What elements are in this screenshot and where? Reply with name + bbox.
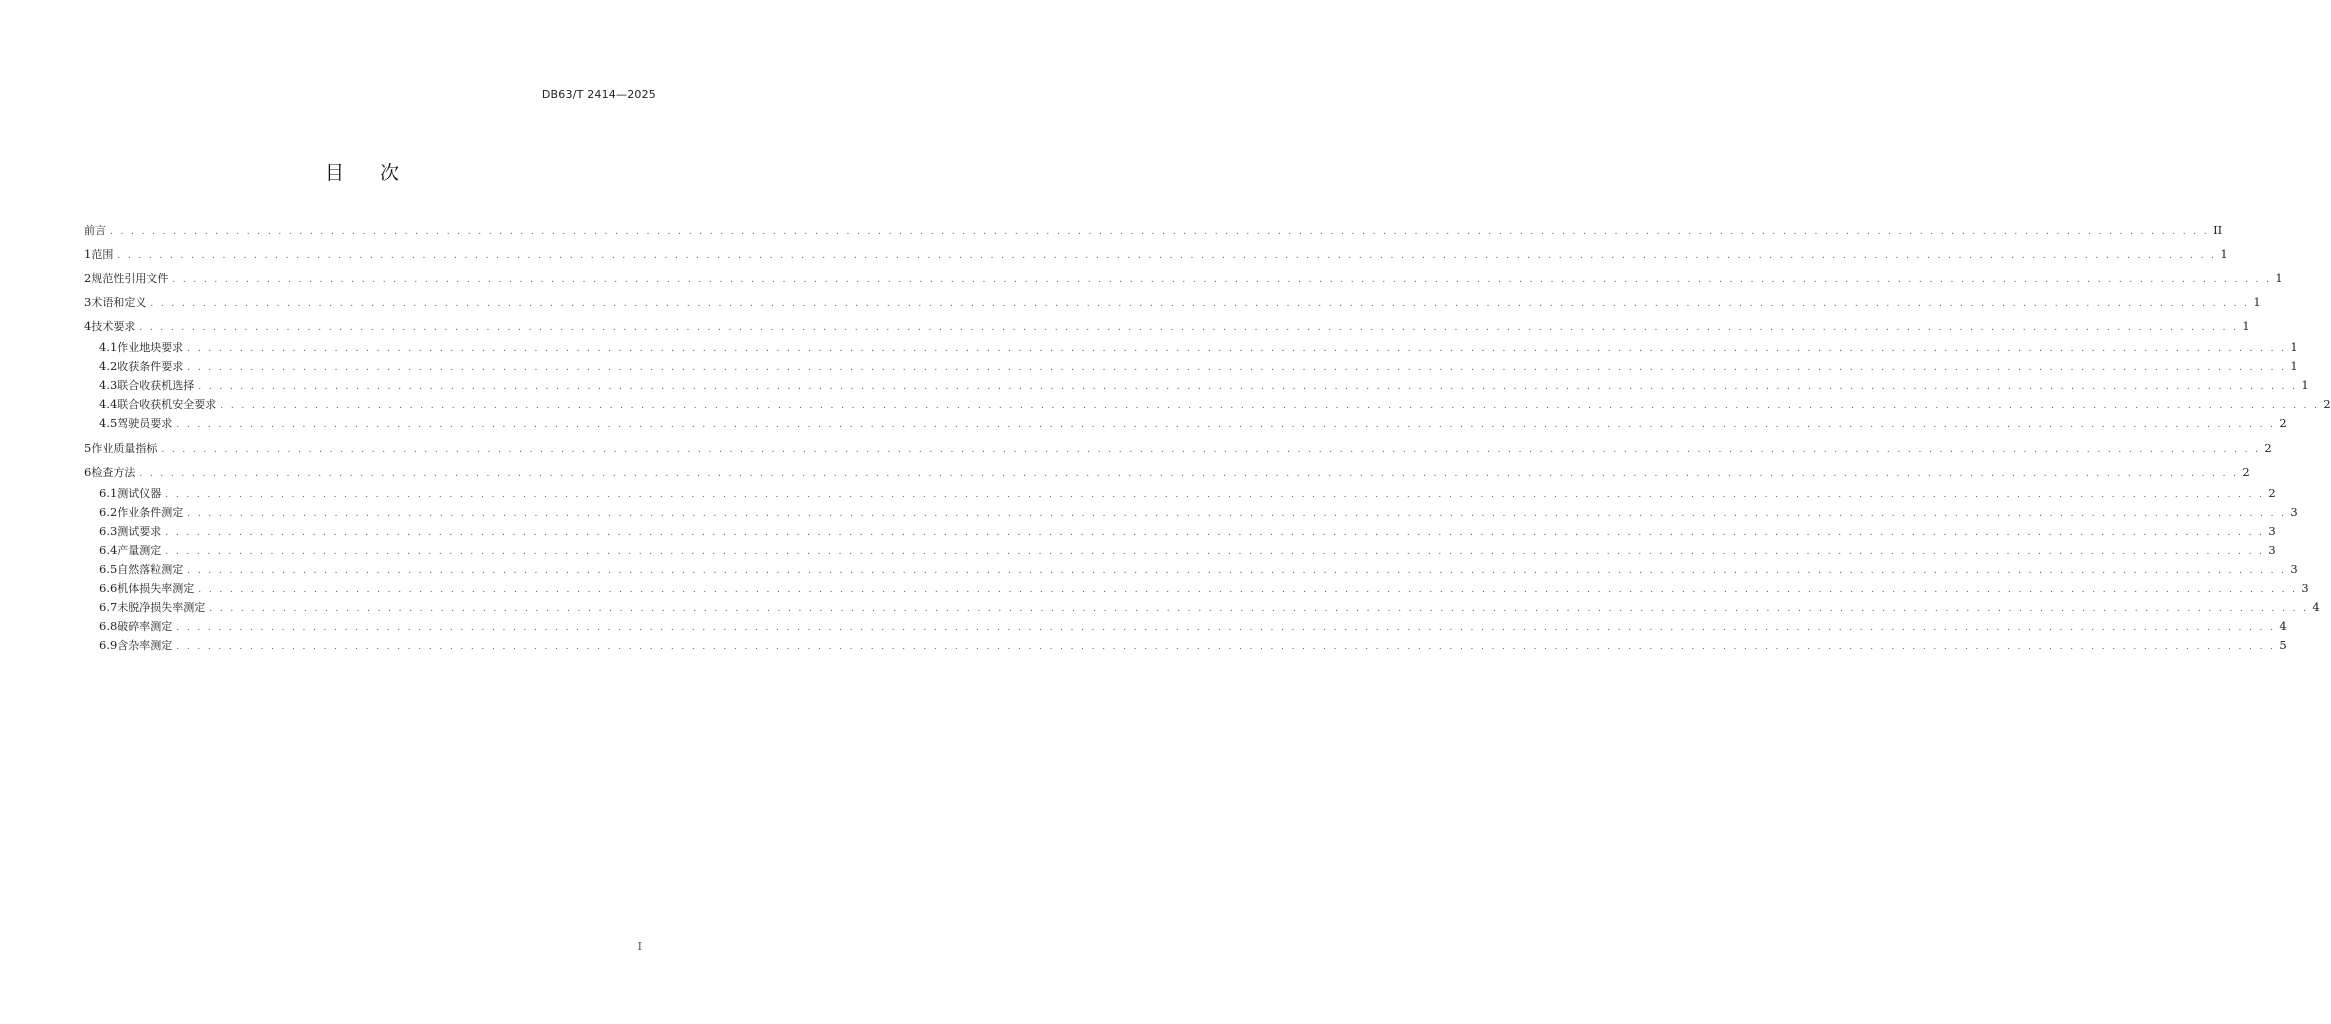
- toc-entry[interactable]: [84, 484, 2276, 503]
- toc-entry-number: 4.4: [99, 397, 118, 411]
- toc-entry-label: 作业质量指标: [91, 442, 158, 455]
- toc-entry-number: 5: [84, 441, 92, 455]
- toc-entry[interactable]: [84, 541, 2276, 560]
- page-title: [0, 158, 724, 185]
- toc-entry-page: 1: [2220, 247, 2228, 261]
- toc-entry-label: 前言: [84, 224, 106, 237]
- toc-entry-page: II: [2213, 223, 2223, 237]
- dot-leader: . . . . . . . . . . . . . . . . . . . . . . . . . . . . . . . . . . . . . . . . . . . . . . . . . . . . . . . . . . . . . . . . . . . . . . . . . . . . . . . . . . . . . . . . . . . . . . . . . . . . . . . . . . . . . . . . . . . . . . . . . . . . . . . . . . . . . . . . . . . . . . . . . . . . . . . . . . . . . . . . . . . . . . . . . . . . . . . . . . . . . . . . . . . . . . . . . . . . . . . .: [176, 623, 2276, 633]
- toc-entry-page: 2: [2279, 416, 2287, 430]
- toc-entry-page: 4: [2279, 619, 2287, 633]
- dot-leader: . . . . . . . . . . . . . . . . . . . . . . . . . . . . . . . . . . . . . . . . . . . . . . . . . . . . . . . . . . . . . . . . . . . . . . . . . . . . . . . . . . . . . . . . . . . . . . . . . . . . . . . . . . . . . . . . . . . . . . . . . . . . . . . . . . . . . . . . . . . . . . . . . . . . . . . . . . . . . . . . . . . . . . . . . . . . . . . . . . . . . . . . . . . . . . . . . . . . . . . .: [187, 566, 2287, 576]
- toc-entry-label: 测试仪器: [117, 487, 162, 500]
- dot-leader: . . . . . . . . . . . . . . . . . . . . . . . . . . . . . . . . . . . . . . . . . . . . . . . . . . . . . . . . . . . . . . . . . . . . . . . . . . . . . . . . . . . . . . . . . . . . . . . . . . . . . . . . . . . . . . . . . . . . . . . . . . . . . . . . . . . . . . . . . . . . . . . . . . . . . . . . . . . . . . . . . . . . . . . . . . . . . . . . . . . . . . . . . . . . . . . . . . . . . . . .: [198, 382, 2298, 392]
- dot-leader: . . . . . . . . . . . . . . . . . . . . . . . . . . . . . . . . . . . . . . . . . . . . . . . . . . . . . . . . . . . . . . . . . . . . . . . . . . . . . . . . . . . . . . . . . . . . . . . . . . . . . . . . . . . . . . . . . . . . . . . . . . . . . . . . . . . . . . . . . . . . . . . . . . . . . . . . . . . . . . . . . . . . . . . . . . . . . . . . . . . . . . . . . . . . . . . . . . . . . . . .: [187, 509, 2287, 519]
- dot-leader: . . . . . . . . . . . . . . . . . . . . . . . . . . . . . . . . . . . . . . . . . . . . . . . . . . . . . . . . . . . . . . . . . . . . . . . . . . . . . . . . . . . . . . . . . . . . . . . . . . . . . . . . . . . . . . . . . . . . . . . . . . . . . . . . . . . . . . . . . . . . . . . . . . . . . . . . . . . . . . . . . . . . . . . . . . . . . . . . . . . . . . . . . . . . . . . . . . . . . . . .: [187, 363, 2287, 373]
- toc-entry-number: 4.3: [99, 378, 118, 392]
- toc-entry-page: 3: [2268, 524, 2276, 538]
- toc-entry-label: 联合收获机选择: [117, 379, 195, 392]
- dot-leader: . . . . . . . . . . . . . . . . . . . . . . . . . . . . . . . . . . . . . . . . . . . . . . . . . . . . . . . . . . . . . . . . . . . . . . . . . . . . . . . . . . . . . . . . . . . . . . . . . . . . . . . . . . . . . . . . . . . . . . . . . . . . . . . . . . . . . . . . . . . . . . . . . . . . . . . . . . . . . . . . . . . . . . . . . . . . . . . . . . . . . . . . . . . . . . . . . . . . . . . .: [150, 299, 2250, 309]
- toc-entry-label: 驾驶员要求: [117, 417, 173, 430]
- toc-entry[interactable]: [84, 338, 2298, 357]
- dot-leader: . . . . . . . . . . . . . . . . . . . . . . . . . . . . . . . . . . . . . . . . . . . . . . . . . . . . . . . . . . . . . . . . . . . . . . . . . . . . . . . . . . . . . . . . . . . . . . . . . . . . . . . . . . . . . . . . . . . . . . . . . . . . . . . . . . . . . . . . . . . . . . . . . . . . . . . . . . . . . . . . . . . . . . . . . . . . . . . . . . . . . . . . . . . . . . . . . . . . . . . .: [209, 604, 2309, 614]
- title-part-2: 次: [380, 162, 400, 184]
- toc-entry-label: 作业地块要求: [117, 341, 184, 354]
- toc-entry-page: 3: [2290, 562, 2298, 576]
- toc-entry-number: 1: [84, 247, 92, 261]
- dot-leader: . . . . . . . . . . . . . . . . . . . . . . . . . . . . . . . . . . . . . . . . . . . . . . . . . . . . . . . . . . . . . . . . . . . . . . . . . . . . . . . . . . . . . . . . . . . . . . . . . . . . . . . . . . . . . . . . . . . . . . . . . . . . . . . . . . . . . . . . . . . . . . . . . . . . . . . . . . . . . . . . . . . . . . . . . . . . . . . . . . . . . . . . . . . . . . . . . . . . . . . .: [187, 344, 2287, 354]
- toc-entry[interactable]: [84, 617, 2287, 636]
- toc-entry[interactable]: [84, 218, 2223, 242]
- toc-entry[interactable]: [84, 357, 2298, 376]
- toc-entry-page: 2: [2242, 465, 2250, 479]
- dot-leader: . . . . . . . . . . . . . . . . . . . . . . . . . . . . . . . . . . . . . . . . . . . . . . . . . . . . . . . . . . . . . . . . . . . . . . . . . . . . . . . . . . . . . . . . . . . . . . . . . . . . . . . . . . . . . . . . . . . . . . . . . . . . . . . . . . . . . . . . . . . . . . . . . . . . . . . . . . . . . . . . . . . . . . . . . . . . . . . . . . . . . . . . . . . . . . . . . . . . . . . .: [165, 547, 2265, 557]
- toc-entry-label: 检查方法: [91, 466, 136, 479]
- dot-leader: . . . . . . . . . . . . . . . . . . . . . . . . . . . . . . . . . . . . . . . . . . . . . . . . . . . . . . . . . . . . . . . . . . . . . . . . . . . . . . . . . . . . . . . . . . . . . . . . . . . . . . . . . . . . . . . . . . . . . . . . . . . . . . . . . . . . . . . . . . . . . . . . . . . . . . . . . . . . . . . . . . . . . . . . . . . . . . . . . . . . . . . . . . . . . . . . . . . . . . . .: [139, 323, 2239, 333]
- toc-entry[interactable]: [84, 290, 2261, 314]
- toc-entry-number: 6.6: [99, 581, 118, 595]
- toc-entry[interactable]: [84, 522, 2276, 541]
- toc-entry-number: 4: [84, 319, 92, 333]
- toc-entry-number: 6: [84, 465, 92, 479]
- toc-entry-label: 破碎率测定: [117, 620, 173, 633]
- toc-entry-label: 联合收获机安全要求: [117, 398, 217, 411]
- dot-leader: . . . . . . . . . . . . . . . . . . . . . . . . . . . . . . . . . . . . . . . . . . . . . . . . . . . . . . . . . . . . . . . . . . . . . . . . . . . . . . . . . . . . . . . . . . . . . . . . . . . . . . . . . . . . . . . . . . . . . . . . . . . . . . . . . . . . . . . . . . . . . . . . . . . . . . . . . . . . . . . . . . . . . . . . . . . . . . . . . . . . . . . . . . . . . . . . . . . . . . . .: [161, 445, 2261, 455]
- toc-entry-number: 4.5: [99, 416, 118, 430]
- toc-entry-label: 测试要求: [117, 525, 162, 538]
- toc-entry-page: 4: [2312, 600, 2320, 614]
- dot-leader: . . . . . . . . . . . . . . . . . . . . . . . . . . . . . . . . . . . . . . . . . . . . . . . . . . . . . . . . . . . . . . . . . . . . . . . . . . . . . . . . . . . . . . . . . . . . . . . . . . . . . . . . . . . . . . . . . . . . . . . . . . . . . . . . . . . . . . . . . . . . . . . . . . . . . . . . . . . . . . . . . . . . . . . . . . . . . . . . . . . . . . . . . . . . . . . . . . . . . . . .: [117, 251, 2217, 261]
- toc-entry[interactable]: [84, 636, 2287, 655]
- standard-code: DB63/T 2414—2025: [541, 88, 656, 101]
- toc-entry-number: 4.2: [99, 359, 118, 373]
- toc-entry-page: 1: [2242, 319, 2250, 333]
- table-of-contents: [84, 218, 2331, 658]
- page-number: I: [637, 940, 642, 953]
- toc-entry-page: 1: [2253, 295, 2261, 309]
- toc-entry-page: 2: [2264, 441, 2272, 455]
- toc-entry-page: 2: [2268, 486, 2276, 500]
- dot-leader: . . . . . . . . . . . . . . . . . . . . . . . . . . . . . . . . . . . . . . . . . . . . . . . . . . . . . . . . . . . . . . . . . . . . . . . . . . . . . . . . . . . . . . . . . . . . . . . . . . . . . . . . . . . . . . . . . . . . . . . . . . . . . . . . . . . . . . . . . . . . . . . . . . . . . . . . . . . . . . . . . . . . . . . . . . . . . . . . . . . . . . . . . . . . . . . . . . . . . . . .: [220, 401, 2320, 411]
- toc-entry-page: 1: [2290, 359, 2298, 373]
- dot-leader: . . . . . . . . . . . . . . . . . . . . . . . . . . . . . . . . . . . . . . . . . . . . . . . . . . . . . . . . . . . . . . . . . . . . . . . . . . . . . . . . . . . . . . . . . . . . . . . . . . . . . . . . . . . . . . . . . . . . . . . . . . . . . . . . . . . . . . . . . . . . . . . . . . . . . . . . . . . . . . . . . . . . . . . . . . . . . . . . . . . . . . . . . . . . . . . . . . . . . . . .: [139, 469, 2239, 479]
- toc-entry-page: 1: [2301, 378, 2309, 392]
- toc-entry-number: 6.9: [99, 638, 118, 652]
- dot-leader: . . . . . . . . . . . . . . . . . . . . . . . . . . . . . . . . . . . . . . . . . . . . . . . . . . . . . . . . . . . . . . . . . . . . . . . . . . . . . . . . . . . . . . . . . . . . . . . . . . . . . . . . . . . . . . . . . . . . . . . . . . . . . . . . . . . . . . . . . . . . . . . . . . . . . . . . . . . . . . . . . . . . . . . . . . . . . . . . . . . . . . . . . . . . . . . . . . . . . . . .: [176, 642, 2276, 652]
- toc-entry-number: 6.1: [99, 486, 118, 500]
- toc-entry-page: 5: [2279, 638, 2287, 652]
- toc-entry-number: 6.3: [99, 524, 118, 538]
- toc-entry[interactable]: [84, 314, 2250, 338]
- toc-entry-number: 4.1: [99, 340, 118, 354]
- toc-entry[interactable]: [84, 503, 2298, 522]
- toc-entry[interactable]: [84, 436, 2272, 460]
- toc-entry[interactable]: [84, 376, 2309, 395]
- dot-leader: . . . . . . . . . . . . . . . . . . . . . . . . . . . . . . . . . . . . . . . . . . . . . . . . . . . . . . . . . . . . . . . . . . . . . . . . . . . . . . . . . . . . . . . . . . . . . . . . . . . . . . . . . . . . . . . . . . . . . . . . . . . . . . . . . . . . . . . . . . . . . . . . . . . . . . . . . . . . . . . . . . . . . . . . . . . . . . . . . . . . . . . . . . . . . . . . . . . . . . . .: [172, 275, 2272, 285]
- toc-entry[interactable]: [84, 266, 2283, 290]
- toc-entry[interactable]: [84, 560, 2298, 579]
- toc-entry-label: 范围: [91, 248, 114, 261]
- toc-entry-label: 作业条件测定: [117, 506, 184, 519]
- toc-entry[interactable]: [84, 395, 2331, 414]
- toc-entry-label: 技术要求: [91, 320, 136, 333]
- toc-entry-number: 6.4: [99, 543, 118, 557]
- toc-entry-label: 含杂率测定: [117, 639, 173, 652]
- toc-entry-label: 自然落粒测定: [117, 563, 184, 576]
- dot-leader: . . . . . . . . . . . . . . . . . . . . . . . . . . . . . . . . . . . . . . . . . . . . . . . . . . . . . . . . . . . . . . . . . . . . . . . . . . . . . . . . . . . . . . . . . . . . . . . . . . . . . . . . . . . . . . . . . . . . . . . . . . . . . . . . . . . . . . . . . . . . . . . . . . . . . . . . . . . . . . . . . . . . . . . . . . . . . . . . . . . . . . . . . . . . . . . . . . . . . . . .: [165, 528, 2265, 538]
- title-part-1: 目: [324, 162, 344, 184]
- toc-entry-number: 6.7: [99, 600, 118, 614]
- toc-entry-number: 2: [84, 271, 92, 285]
- toc-entry-number: 6.8: [99, 619, 118, 633]
- toc-entry-page: 3: [2290, 505, 2298, 519]
- dot-leader: . . . . . . . . . . . . . . . . . . . . . . . . . . . . . . . . . . . . . . . . . . . . . . . . . . . . . . . . . . . . . . . . . . . . . . . . . . . . . . . . . . . . . . . . . . . . . . . . . . . . . . . . . . . . . . . . . . . . . . . . . . . . . . . . . . . . . . . . . . . . . . . . . . . . . . . . . . . . . . . . . . . . . . . . . . . . . . . . . . . . . . . . . . . . . . . . . . . . . . . .: [198, 585, 2298, 595]
- toc-entry-label: 机体损失率测定: [117, 582, 195, 595]
- toc-entry-page: 1: [2275, 271, 2283, 285]
- dot-leader: . . . . . . . . . . . . . . . . . . . . . . . . . . . . . . . . . . . . . . . . . . . . . . . . . . . . . . . . . . . . . . . . . . . . . . . . . . . . . . . . . . . . . . . . . . . . . . . . . . . . . . . . . . . . . . . . . . . . . . . . . . . . . . . . . . . . . . . . . . . . . . . . . . . . . . . . . . . . . . . . . . . . . . . . . . . . . . . . . . . . . . . . . . . . . . . . . . . . . . . .: [165, 490, 2265, 500]
- dot-leader: . . . . . . . . . . . . . . . . . . . . . . . . . . . . . . . . . . . . . . . . . . . . . . . . . . . . . . . . . . . . . . . . . . . . . . . . . . . . . . . . . . . . . . . . . . . . . . . . . . . . . . . . . . . . . . . . . . . . . . . . . . . . . . . . . . . . . . . . . . . . . . . . . . . . . . . . . . . . . . . . . . . . . . . . . . . . . . . . . . . . . . . . . . . . . . . . . . . . . . . .: [176, 420, 2276, 430]
- toc-entry-page: 2: [2323, 397, 2331, 411]
- dot-leader: . . . . . . . . . . . . . . . . . . . . . . . . . . . . . . . . . . . . . . . . . . . . . . . . . . . . . . . . . . . . . . . . . . . . . . . . . . . . . . . . . . . . . . . . . . . . . . . . . . . . . . . . . . . . . . . . . . . . . . . . . . . . . . . . . . . . . . . . . . . . . . . . . . . . . . . . . . . . . . . . . . . . . . . . . . . . . . . . . . . . . . . . . . . . . . . . . . . . . . . .: [110, 227, 2210, 237]
- toc-entry[interactable]: [84, 414, 2287, 433]
- toc-entry-label: 产量测定: [117, 544, 162, 557]
- toc-entry-label: 规范性引用文件: [91, 272, 169, 285]
- toc-entry-label: 术语和定义: [91, 296, 147, 309]
- toc-entry-number: 3: [84, 295, 92, 309]
- toc-entry-page: 1: [2290, 340, 2298, 354]
- toc-entry[interactable]: [84, 579, 2309, 598]
- toc-entry[interactable]: [84, 242, 2228, 266]
- toc-entry-page: 3: [2268, 543, 2276, 557]
- toc-entry-label: 收获条件要求: [117, 360, 184, 373]
- toc-entry[interactable]: [84, 460, 2250, 484]
- toc-entry-label: 未脱净损失率测定: [117, 601, 206, 614]
- toc-entry[interactable]: [84, 598, 2320, 617]
- toc-entry-page: 3: [2301, 581, 2309, 595]
- toc-entry-number: 6.2: [99, 505, 118, 519]
- toc-entry-number: 6.5: [99, 562, 118, 576]
